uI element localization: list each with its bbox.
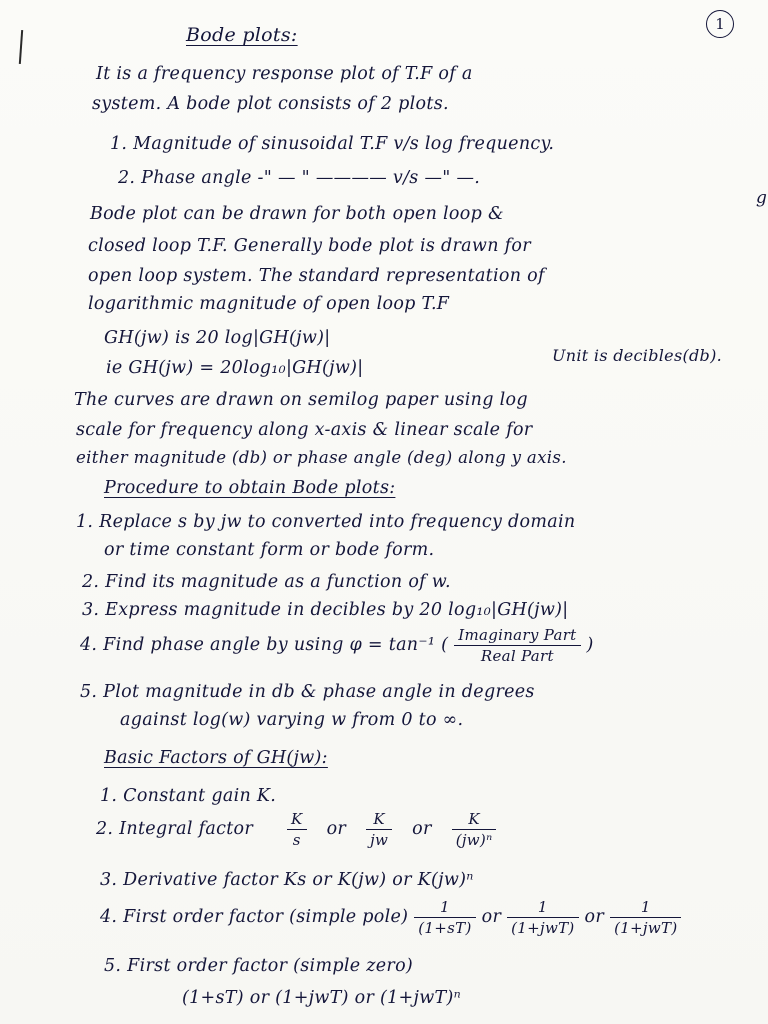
procedure-step-3: 3. Express magnitude in decibles by 20 log₁₀|GH(jw)| bbox=[82, 600, 569, 620]
page-title: Bode plots: bbox=[186, 24, 298, 46]
procedure-step-4 bbox=[80, 626, 594, 665]
factor-4-f2-numerator: 1 bbox=[507, 898, 578, 918]
factor-2-f2-numerator: K bbox=[366, 810, 392, 830]
paragraph-line-3: open loop system. The standard representation of bbox=[88, 266, 545, 286]
list-item-1: 1. Magnitude of sinusoidal T.F v/s log frequency. bbox=[110, 134, 555, 154]
edge-cut-letter: g bbox=[756, 188, 767, 208]
page-number-circle: 1 bbox=[706, 10, 734, 38]
factor-3: 3. Derivative factor Ks or K(jw) or K(jw)ⁿ bbox=[100, 870, 474, 890]
unit-note: Unit is decibles(db). bbox=[552, 346, 723, 365]
or-word: or bbox=[326, 819, 347, 839]
factor-4-f1-numerator: 1 bbox=[414, 898, 475, 918]
phase-fraction bbox=[454, 626, 580, 665]
factor-4-fraction-2 bbox=[507, 898, 578, 937]
factor-2-fraction-2 bbox=[366, 810, 392, 849]
factor-2 bbox=[96, 810, 502, 849]
intro-line-1: It is a frequency response plot of T.F of a bbox=[96, 64, 473, 84]
factor-2-fraction-3 bbox=[452, 810, 497, 849]
procedure-step-1b: or time constant form or bode form. bbox=[104, 540, 435, 560]
or-word: or bbox=[412, 819, 432, 839]
list-item-2: 2. Phase angle -" — " ———— v/s —" —. bbox=[118, 168, 481, 188]
margin-pen-mark bbox=[19, 30, 23, 64]
factor-2-f2-denominator: jw bbox=[370, 831, 389, 849]
procedure-step-5b: against log(w) varying w from 0 to ∞. bbox=[120, 710, 464, 730]
procedure-step-4-text: 4. Find phase angle by using φ = tan⁻¹ ( bbox=[80, 635, 449, 655]
or-word: or bbox=[481, 907, 502, 927]
factor-2-f1-numerator: K bbox=[287, 810, 307, 830]
factor-2-f1-denominator: s bbox=[292, 831, 301, 849]
factor-4-fraction-3 bbox=[610, 898, 681, 937]
equation-line-2: ie GH(jw) = 20log₁₀|GH(jw)| bbox=[106, 358, 364, 378]
procedure-step-1a: 1. Replace s by jw to converted into frequency domain bbox=[76, 512, 576, 532]
paragraph-line-6: scale for frequency along x-axis & linear scale for bbox=[76, 420, 533, 440]
paragraph-line-7: either magnitude (db) or phase angle (deg) along y axis. bbox=[76, 448, 567, 467]
phase-fraction-numerator: Imaginary Part bbox=[454, 626, 580, 646]
factor-5-expression: (1+sT) or (1+jwT) or (1+jwT)ⁿ bbox=[182, 988, 462, 1008]
equation-line-1: GH(jw) is 20 log|GH(jw)| bbox=[104, 328, 331, 348]
paragraph-line-1: Bode plot can be drawn for both open loop & bbox=[90, 204, 504, 224]
factor-5: 5. First order factor (simple zero) bbox=[104, 956, 414, 976]
or-word: or bbox=[584, 907, 605, 927]
factor-2-f3-denominator: (jw)ⁿ bbox=[455, 831, 493, 849]
factor-4-f1-denominator: (1+sT) bbox=[418, 919, 472, 937]
procedure-step-5a: 5. Plot magnitude in db & phase angle in degrees bbox=[80, 682, 535, 702]
factor-2-f3-numerator: K bbox=[452, 810, 497, 830]
factor-4-f2-denominator: (1+jwT) bbox=[511, 919, 575, 937]
procedure-step-4-close: ) bbox=[586, 635, 594, 655]
factor-4 bbox=[100, 898, 687, 937]
factor-4-f3-denominator: (1+jwT) bbox=[614, 919, 678, 937]
factor-2-fraction-1 bbox=[287, 810, 307, 849]
procedure-heading: Procedure to obtain Bode plots: bbox=[104, 478, 396, 498]
factor-4-fraction-1 bbox=[414, 898, 475, 937]
factor-2-label: 2. Integral factor bbox=[96, 819, 254, 839]
intro-line-2: system. A bode plot consists of 2 plots. bbox=[92, 94, 449, 114]
factor-4-f3-numerator: 1 bbox=[610, 898, 681, 918]
basic-factors-heading: Basic Factors of GH(jw): bbox=[104, 748, 328, 768]
phase-fraction-denominator: Real Part bbox=[480, 647, 554, 665]
factor-4-label: 4. First order factor (simple pole) bbox=[100, 907, 409, 927]
paragraph-line-2: closed loop T.F. Generally bode plot is drawn for bbox=[88, 236, 531, 256]
factor-1: 1. Constant gain K. bbox=[100, 786, 277, 806]
paragraph-line-4: logarithmic magnitude of open loop T.F bbox=[88, 294, 450, 314]
procedure-step-2: 2. Find its magnitude as a function of w. bbox=[82, 572, 451, 592]
paragraph-line-5: The curves are drawn on semilog paper using log bbox=[74, 390, 528, 410]
